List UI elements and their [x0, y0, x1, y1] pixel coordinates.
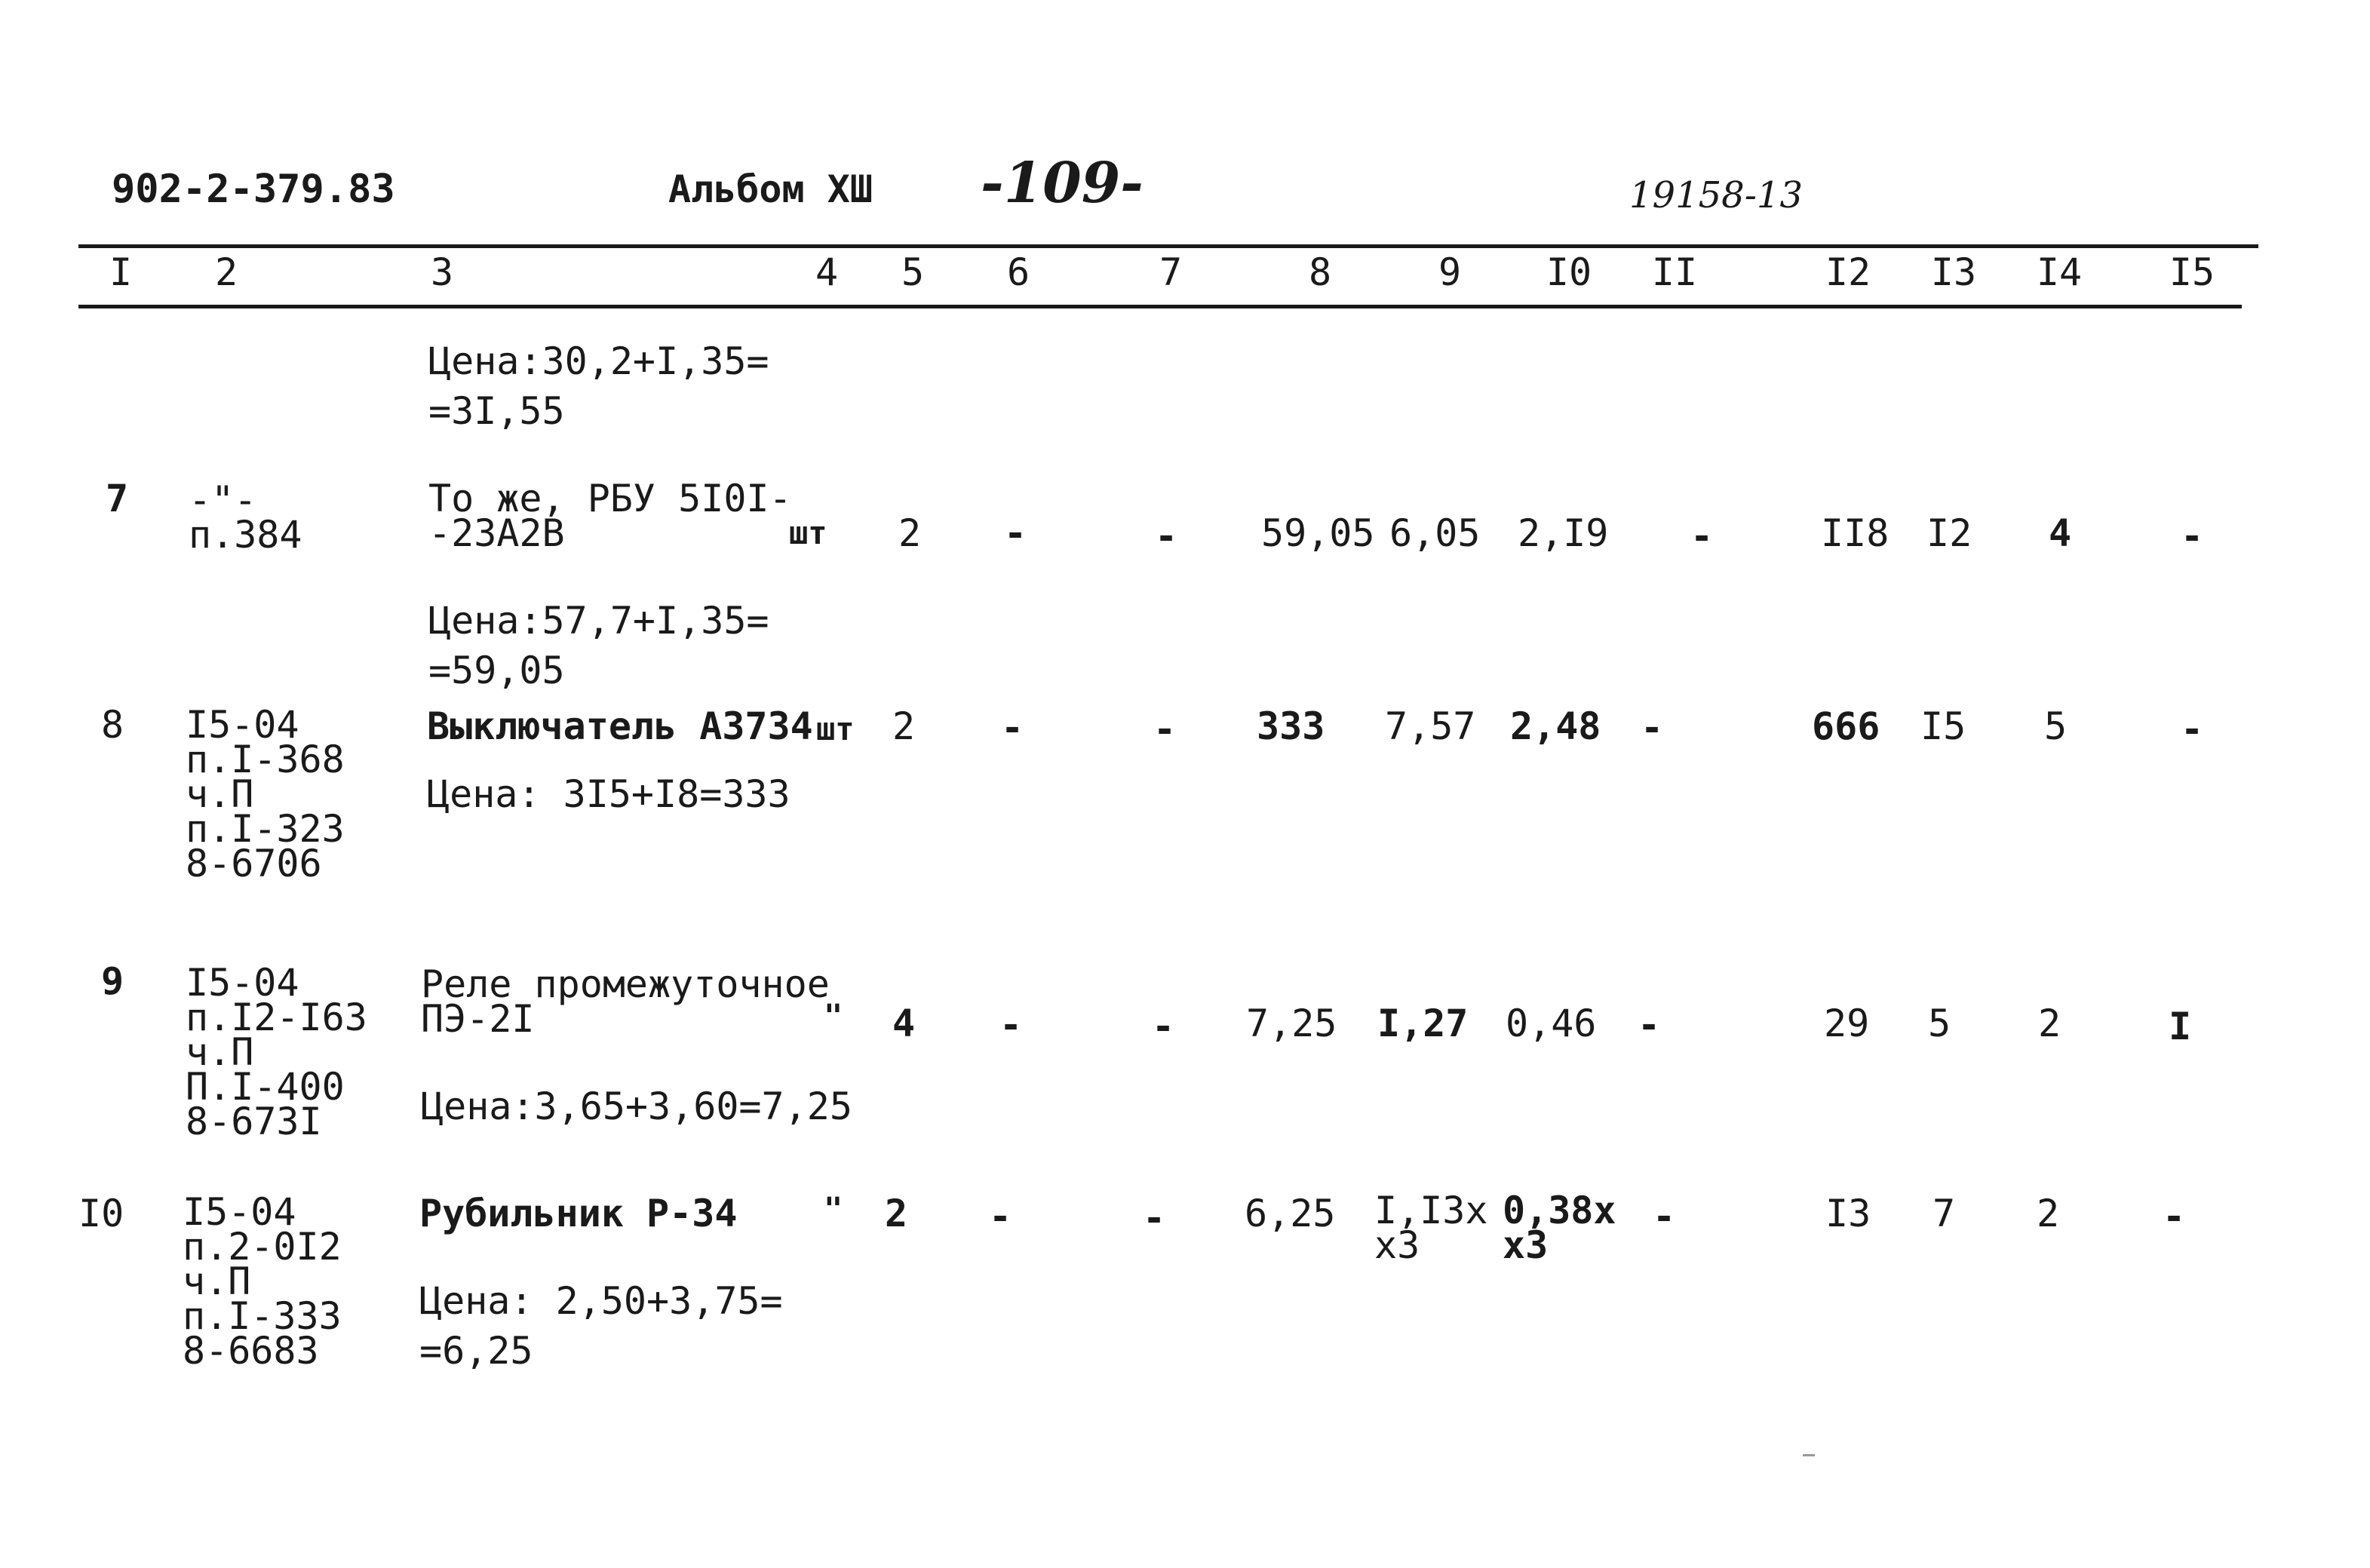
- row-unit: ": [824, 1190, 843, 1227]
- row-col7: -: [1151, 1005, 1175, 1048]
- row-col6: -: [988, 1195, 1012, 1238]
- scan-mark: [1803, 1454, 1815, 1456]
- row-col8: 7,25: [1246, 1002, 1337, 1045]
- column-number: I4: [2036, 250, 2083, 294]
- row-col13: 7: [1933, 1192, 1956, 1235]
- row-col10: 2,I9: [1518, 511, 1609, 555]
- album-label: Альбом ХШ: [668, 167, 873, 211]
- column-number: 7: [1159, 250, 1183, 294]
- column-number: 4: [815, 250, 839, 294]
- row-reference: -"- п.384: [189, 478, 302, 557]
- header-bottom-rule: [78, 305, 2242, 308]
- row-unit: ": [824, 997, 843, 1034]
- row-number: 9: [101, 959, 124, 1003]
- column-number: I3: [1930, 250, 1977, 294]
- row-col10: 0,46: [1506, 1002, 1597, 1045]
- carryover-price-note: Цена:30,2+I,35= =3I,55: [428, 339, 769, 433]
- row-col13: 5: [1928, 1002, 1951, 1045]
- row-col7: -: [1154, 514, 1178, 558]
- row-col8: 6,25: [1245, 1192, 1336, 1235]
- row-col15: I: [2168, 1005, 2192, 1048]
- column-number: I5: [2169, 250, 2215, 294]
- row-reference: I5-04 п.I2-I63 ч.П П.I-400 8-673I: [186, 961, 367, 1143]
- row-item-name: Рубильник Р-34: [419, 1192, 738, 1235]
- column-number: I2: [1825, 250, 1871, 294]
- row-col6: -: [999, 1003, 1023, 1047]
- row-price: Цена: 3I5+I8=333: [427, 772, 791, 816]
- row-col14: 5: [2044, 704, 2068, 748]
- row-col6: -: [1003, 511, 1027, 555]
- row-col15: -: [2162, 1195, 2186, 1238]
- row-col13: I2: [1926, 511, 1972, 555]
- row-quantity: 2: [884, 1192, 908, 1235]
- row-col14: 4: [2049, 511, 2072, 555]
- page-number: -109-: [981, 151, 1144, 216]
- row-col8: 333: [1257, 704, 1325, 748]
- column-number: 8: [1308, 250, 1332, 294]
- row-col12: II8: [1821, 511, 1890, 555]
- row-col10: 0,38х х3: [1503, 1189, 1616, 1267]
- row-number: 8: [101, 703, 124, 747]
- row-col11: -: [1640, 706, 1664, 750]
- row-col11: -: [1690, 514, 1714, 558]
- row-col15: -: [2180, 514, 2204, 558]
- row-col12: I3: [1825, 1192, 1871, 1235]
- row-col7: -: [1153, 707, 1177, 751]
- column-number: 9: [1438, 250, 1462, 294]
- row-col12: 29: [1824, 1002, 1870, 1045]
- row-col14: 2: [2037, 1192, 2060, 1235]
- row-price: Цена:3,65+3,60=7,25: [421, 1085, 852, 1128]
- doc-code: 902-2-379.83: [112, 167, 395, 212]
- row-col9: I,I3х х3: [1374, 1189, 1488, 1267]
- row-item-name: То же, РБУ 5I0I- -23А2В: [428, 477, 792, 555]
- row-number: I0: [78, 1192, 124, 1235]
- header-top-rule: [78, 244, 2258, 248]
- row-col8: 59,05: [1261, 511, 1375, 555]
- row-price: Цена:57,7+I,35= =59,05: [428, 599, 769, 692]
- row-quantity: 4: [892, 1002, 916, 1045]
- row-price: Цена: 2,50+3,75= =6,25: [419, 1279, 783, 1373]
- row-item-name: Выключатель А3734: [427, 704, 813, 748]
- row-col9: 7,57: [1385, 704, 1476, 748]
- row-quantity: 2: [892, 704, 916, 748]
- row-col11: -: [1652, 1195, 1676, 1238]
- row-col10: 2,48: [1510, 704, 1601, 748]
- row-col9: 6,05: [1389, 511, 1481, 555]
- column-number: 6: [1006, 250, 1030, 294]
- row-col15: -: [2180, 707, 2204, 751]
- row-item-name: Реле промежуточное ПЭ-2I: [421, 962, 830, 1041]
- row-number: 7: [106, 477, 129, 520]
- column-number: 3: [430, 250, 454, 294]
- row-col6: -: [1000, 706, 1024, 750]
- row-col11: -: [1637, 1003, 1661, 1047]
- row-col14: 2: [2038, 1002, 2061, 1045]
- row-col9: I,27: [1377, 1002, 1469, 1045]
- row-col13: I5: [1920, 704, 1966, 748]
- row-col7: -: [1142, 1196, 1166, 1240]
- column-number: I0: [1546, 250, 1592, 294]
- row-unit: шт: [789, 514, 827, 551]
- column-number: 2: [214, 250, 238, 294]
- row-reference: I5-04 п.2-0I2 ч.П п.I-333 8-6683: [183, 1190, 342, 1373]
- column-number: I: [109, 250, 133, 294]
- row-reference: I5-04 п.I-368 ч.П п.I-323 8-6706: [186, 703, 345, 885]
- column-number: II: [1651, 250, 1698, 294]
- column-number: 5: [901, 250, 925, 294]
- archive-number: 19158-13: [1629, 174, 1803, 216]
- row-unit: шт: [816, 710, 855, 747]
- row-quantity: 2: [898, 511, 922, 555]
- row-col12: 666: [1812, 704, 1880, 748]
